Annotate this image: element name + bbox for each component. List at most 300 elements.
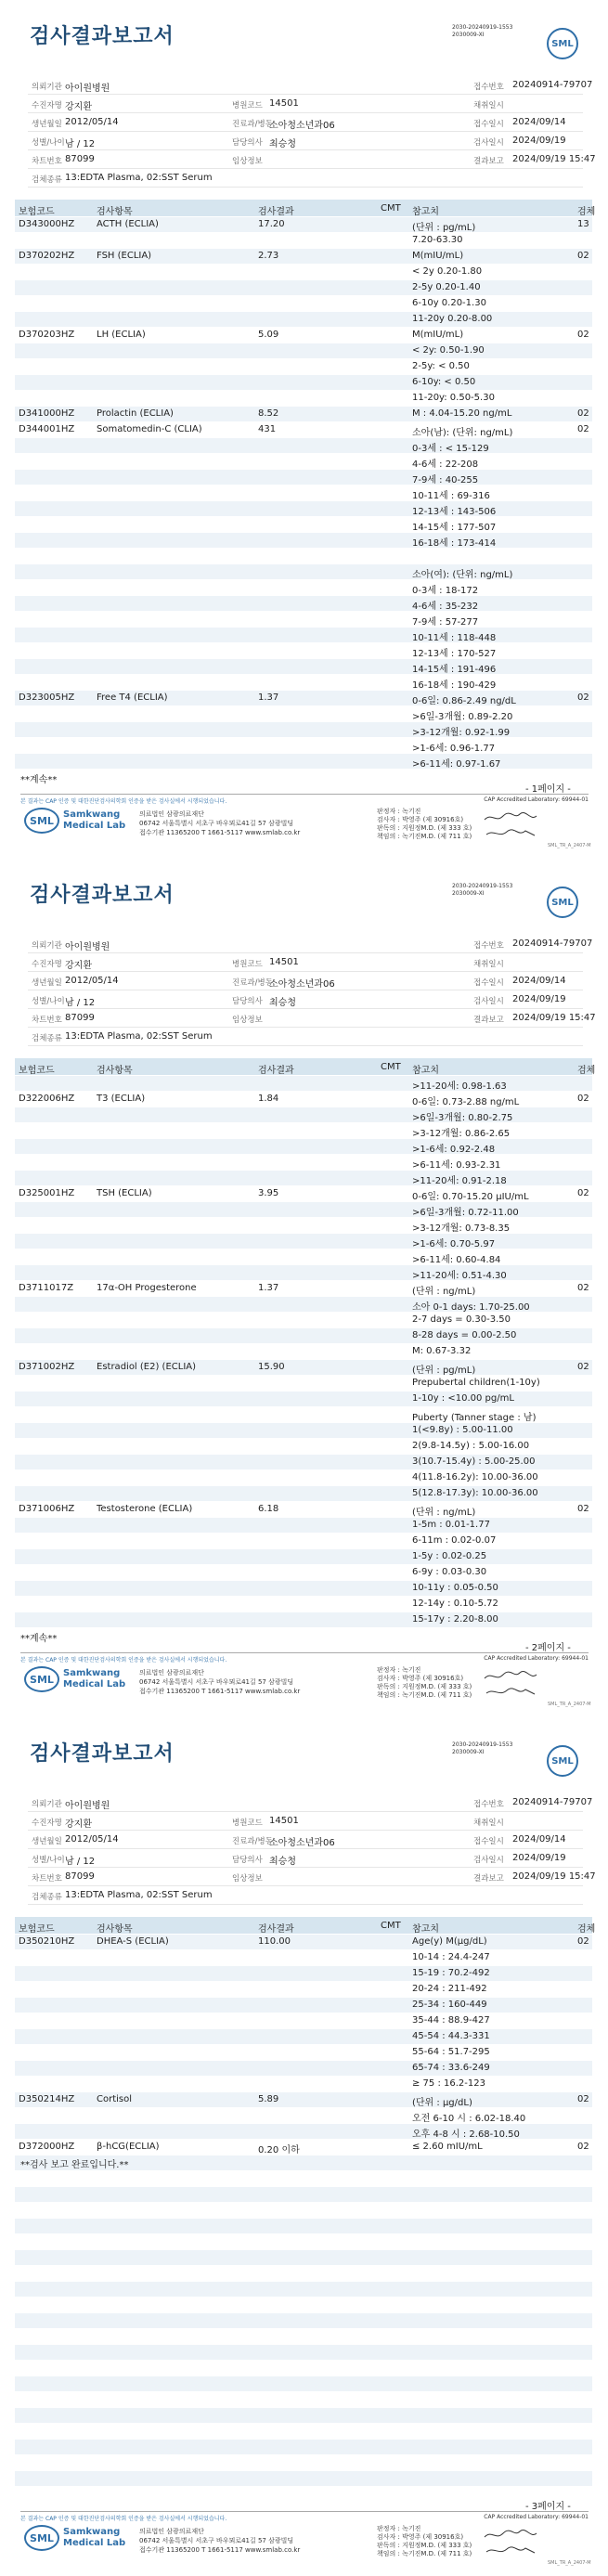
table-row [15, 312, 592, 328]
reference-range: >6일-3개월: 0.80-2.75 [412, 1113, 513, 1123]
label-result-date: 결과보고 [473, 1874, 504, 1883]
staff-line: 판독의 : 지원정M.D. (제 333 호) [377, 824, 472, 832]
reference-range: M(mIU/mL) [412, 330, 464, 340]
reference-range: 16-18세 : 190-429 [412, 680, 497, 691]
table-row [15, 706, 592, 722]
label-request-date: 채취일시 [473, 1819, 504, 1828]
insurance-code: D370202HZ [19, 251, 75, 261]
label-test-date: 검사일시 [473, 997, 504, 1006]
reference-range: M : 4.04-15.20 ng/mL [412, 408, 512, 419]
reference-range: (단위 : ng/mL) [412, 1508, 476, 1518]
table-row [15, 280, 592, 296]
company-name-line: Medical Lab [63, 1679, 126, 1689]
col-code: 보험코드 [19, 207, 55, 217]
staff-list [377, 808, 472, 841]
barcode-line: 2030009-XI [452, 890, 485, 897]
table-row [15, 438, 592, 454]
company-name-line: Samkwang [63, 1668, 121, 1678]
barcode-line: 2030-20240919-1553 [452, 883, 513, 889]
table-row [15, 1998, 592, 2013]
table-row [15, 1076, 592, 1092]
results-table [15, 217, 592, 770]
company-name [63, 1668, 125, 1690]
col-specimen: 검체 [577, 1066, 596, 1076]
label-specimen: 검체종류 [32, 175, 62, 185]
col-result: 검사결과 [258, 1924, 294, 1935]
label-result-date: 결과보고 [473, 1016, 504, 1025]
test-result: 1.37 [258, 693, 279, 703]
reference-range: 2-5y 0.20-1.40 [412, 282, 481, 292]
col-name: 검사항목 [97, 1924, 133, 1935]
insurance-code: D341000HZ [19, 408, 75, 419]
label-receipt: 접수번호 [473, 1800, 504, 1809]
table-row [15, 612, 592, 628]
table-row [15, 454, 592, 470]
reference-range: 7.20-63.30 [412, 235, 463, 245]
label-hospcode: 병원코드 [232, 1819, 263, 1828]
table-row [15, 2266, 592, 2282]
label-doctor: 담당의사 [232, 1856, 263, 1865]
table-row [15, 2313, 592, 2329]
sml-logo: SML [547, 28, 578, 59]
table-row [15, 2187, 592, 2203]
test-result: 6.18 [258, 1504, 279, 1514]
table-row [15, 328, 592, 343]
label-test-date: 검사일시 [473, 1856, 504, 1865]
reference-range: 0-3세 : < 15-129 [412, 444, 489, 454]
receipt-value: 20240914-79707 [512, 938, 593, 949]
name-value: 강지환 [65, 1819, 92, 1830]
page-number: - 2페이지 - [525, 1643, 571, 1653]
insurance-code: D372000HZ [19, 2142, 75, 2152]
label-org: 의뢰기관 [32, 1800, 62, 1809]
reference-range: 1-10y : <10.00 pg/mL [412, 1393, 514, 1404]
result-date-value: 2024/09/19 15:47 [512, 154, 596, 164]
table-row [15, 265, 592, 280]
result-date-value: 2024/09/19 15:47 [512, 1871, 596, 1882]
sexage-value: 남 / 12 [65, 139, 96, 149]
table-row [15, 1423, 592, 1439]
page-number: - 3페이지 - [525, 2502, 571, 2512]
test-result: 110.00 [258, 1936, 291, 1947]
doctor-value: 최승청 [269, 998, 296, 1008]
test-date-value: 2024/09/19 [512, 994, 566, 1004]
reference-range: ≤ 2.60 mIU/mL [412, 2142, 483, 2152]
staff-list [377, 2525, 472, 2558]
table-row [15, 1139, 592, 1155]
reference-range: 55-64 : 51.7-295 [412, 2047, 490, 2057]
reference-range: 오전 6-10 시 : 6.02-18.40 [412, 2114, 526, 2124]
specimen-code: 02 [577, 251, 589, 261]
chart-value: 87099 [65, 1013, 95, 1023]
insurance-code: D322006HZ [19, 1094, 75, 1104]
table-row [15, 1935, 592, 1950]
receive-date-value: 2024/09/14 [512, 976, 566, 986]
barcode-line: 2030009-XI [452, 32, 485, 38]
staff-line: 검사자 : 박영주 (제 30916호) [377, 2533, 464, 2541]
barcode-line: 2030-20240919-1553 [452, 24, 513, 31]
page-number: - 1페이지 - [525, 784, 571, 795]
company-address [139, 2527, 300, 2555]
col-specimen: 검체 [577, 207, 596, 217]
reference-range: (단위 : pg/mL) [412, 1366, 476, 1376]
test-date-value: 2024/09/19 [512, 136, 566, 146]
table-row [15, 391, 592, 407]
test-result: 5.09 [258, 330, 279, 340]
col-cmt: CMT [381, 1921, 401, 1931]
table-row [15, 233, 592, 249]
table-row [15, 596, 592, 612]
result-date-value: 2024/09/19 15:47 [512, 1013, 596, 1023]
test-name: TSH (ECLIA) [97, 1188, 152, 1198]
specimen-code: 02 [577, 1504, 589, 1514]
specimen-code: 02 [577, 2142, 589, 2152]
reference-range: 0-3세 : 18-172 [412, 586, 479, 596]
reference-range: 10-14 : 24.4-247 [412, 1952, 490, 1962]
test-name: ACTH (ECLIA) [97, 219, 159, 229]
barcode-line: 2030-20240919-1553 [452, 1741, 513, 1748]
label-org: 의뢰기관 [32, 83, 62, 92]
dob-value: 2012/05/14 [65, 117, 119, 127]
insurance-code: D350214HZ [19, 2094, 75, 2104]
signature-icon [483, 809, 538, 822]
company-name-line: Samkwang [63, 2527, 121, 2537]
report-title: 검사결과보고서 [30, 884, 175, 907]
barcode-line: 2030009-XI [452, 1749, 485, 1755]
footer-sml-logo: SML [24, 1666, 59, 1692]
company-name-line: Medical Lab [63, 821, 126, 831]
address-line: 06742 서울특별시 서초구 바우뫼로41길 57 삼광빌딩 [139, 2537, 294, 2544]
reference-range: 14-15세 : 191-496 [412, 665, 497, 675]
table-row [15, 296, 592, 312]
reference-range: >11-20세: 0.98-1.63 [412, 1081, 507, 1092]
label-receipt: 접수번호 [473, 83, 504, 92]
table-row [15, 659, 592, 675]
reference-range: 15-19 : 70.2-492 [412, 1968, 490, 1978]
table-row [15, 2250, 592, 2266]
table-row [15, 1249, 592, 1265]
table-row [15, 1612, 592, 1628]
hospcode-value: 14501 [269, 1816, 299, 1826]
patient-info-row [28, 132, 583, 150]
footer-sml-logo: SML [24, 2525, 59, 2551]
chart-value: 87099 [65, 154, 95, 164]
table-row [15, 1123, 592, 1139]
table-row [15, 691, 592, 706]
dept-value: 소아청소년과06 [269, 979, 335, 990]
test-name: LH (ECLIA) [97, 330, 146, 340]
reference-range: 6-11m : 0.02-0.07 [412, 1535, 497, 1546]
table-row [15, 1360, 592, 1376]
table-row [15, 738, 592, 754]
test-name: DHEA-S (ECLIA) [97, 1936, 169, 1947]
patient-info-row [28, 1849, 583, 1868]
specimen-code: 02 [577, 408, 589, 419]
test-result: 1.84 [258, 1094, 279, 1104]
patient-info-row [28, 1886, 583, 1905]
reference-range: >11-20세: 0.51-4.30 [412, 1271, 507, 1281]
reference-range: 2-5y: < 0.50 [412, 361, 470, 371]
reference-range: >6일-3개월: 0.72-11.00 [412, 1208, 519, 1218]
test-result: 3.95 [258, 1188, 279, 1198]
test-name: β-hCG(ECLIA) [97, 2142, 160, 2152]
disclaimer-text: 본 결과는 CAP 인증 및 대한진단검사의학회 인증을 받은 검사실에서 시행되었습니다. [20, 798, 227, 805]
staff-line: 판독의 : 지원정M.D. (제 333 호) [377, 2542, 472, 2549]
reference-range: M(mIU/mL) [412, 251, 464, 261]
test-result: 17.20 [258, 219, 285, 229]
table-row [15, 407, 592, 422]
label-chart: 차트번호 [32, 1016, 62, 1025]
footer-disclaimer [20, 794, 589, 805]
patient-info-row [28, 935, 593, 953]
patient-info-row [28, 1868, 596, 1886]
label-specimen: 검체종류 [32, 1034, 62, 1043]
table-row [15, 501, 592, 517]
table-row [15, 1107, 592, 1123]
reference-range: 10-11세 : 69-316 [412, 491, 490, 501]
org-value: 아이원병원 [65, 84, 110, 94]
reference-range: 소아(여): (단위: ng/mL) [412, 570, 513, 580]
reference-range: 6-9y : 0.03-0.30 [412, 1567, 487, 1577]
results-table-header [15, 200, 596, 217]
table-row [15, 2092, 592, 2108]
staff-line: 검사자 : 박영주 (제 30916호) [377, 1675, 464, 1682]
col-ref: 참고치 [412, 1924, 439, 1935]
table-row [15, 1186, 592, 1202]
patient-info-row [28, 1831, 583, 1849]
patient-info [28, 935, 596, 1046]
document-id: SML_TR_A_2407-M [548, 2560, 591, 2566]
specimen-code: 13 [577, 219, 589, 229]
org-value: 아이원병원 [65, 942, 110, 952]
reference-range: >6-11세: 0.97-1.67 [412, 759, 501, 770]
label-chart: 차트번호 [32, 1874, 62, 1883]
insurance-code: D3711017Z [19, 1283, 74, 1293]
cap-accreditation: CAP Accredited Laboratory: 69944-01 [484, 2514, 589, 2520]
test-name: FSH (ECLIA) [97, 251, 152, 261]
table-row [15, 1486, 592, 1502]
label-request-date: 채취일시 [473, 101, 504, 110]
col-cmt: CMT [381, 203, 401, 214]
label-doctor: 담당의사 [232, 997, 263, 1006]
test-result: 8.52 [258, 408, 279, 419]
test-result: 1.37 [258, 1283, 279, 1293]
staff-line: 검사자 : 박영주 (제 30916호) [377, 816, 464, 823]
table-row [15, 1281, 592, 1297]
reference-range: 0-6일: 0.86-2.49 ng/dL [412, 696, 516, 706]
test-name: Cortisol [97, 2094, 133, 2104]
patient-info-row [28, 150, 596, 169]
reference-range: 35-44 : 88.9-427 [412, 2015, 490, 2026]
staff-line: 판정자 : 녹기진 [377, 2525, 421, 2532]
table-row [15, 2282, 592, 2298]
insurance-code: D323005HZ [19, 693, 75, 703]
table-row [15, 1549, 592, 1565]
table-row [15, 2029, 592, 2045]
patient-info-row [28, 1812, 583, 1831]
label-request-date: 채취일시 [473, 960, 504, 969]
table-row [15, 1950, 592, 1966]
signature-icon [483, 2544, 538, 2557]
reference-range: >11-20세: 0.91-2.18 [412, 1176, 507, 1186]
org-value: 아이원병원 [65, 1801, 110, 1811]
signature-icon [483, 1668, 538, 1681]
insurance-code: D350210HZ [19, 1936, 75, 1947]
label-receipt: 접수번호 [473, 941, 504, 951]
specimen-value: 13:EDTA Plasma, 02:SST Serum [65, 1031, 213, 1042]
table-row [15, 1565, 592, 1581]
company-name-line: Medical Lab [63, 2538, 126, 2548]
label-dob: 생년월일 [32, 1837, 62, 1846]
reference-range: 0-6일: 0.70-15.20 μIU/mL [412, 1192, 529, 1202]
staff-line: 판정자 : 녹기진 [377, 1666, 421, 1674]
staff-line: 책임의 : 녹기진M.D. (제 711 호) [377, 833, 472, 840]
specimen-code: 02 [577, 1094, 589, 1104]
dob-value: 2012/05/14 [65, 976, 119, 986]
test-result: 431 [258, 424, 277, 434]
reference-range: 15-17y : 2.20-8.00 [412, 1614, 498, 1625]
reference-range: 8-28 days = 0.00-2.50 [412, 1330, 517, 1340]
dept-value: 소아청소년과06 [269, 121, 335, 131]
reference-range: M: 0.67-3.32 [412, 1346, 472, 1356]
reference-range: < 2y: 0.50-1.90 [412, 345, 485, 356]
table-row [15, 2045, 592, 2061]
doctor-value: 최승청 [269, 139, 296, 149]
table-row [15, 1966, 592, 1982]
reference-range: >6-11세: 0.60-4.84 [412, 1255, 501, 1265]
table-row [15, 675, 592, 691]
label-dept: 진료과/병동 [232, 120, 273, 129]
reference-range: 0-6일: 0.73-2.88 ng/mL [412, 1097, 520, 1107]
staff-list [377, 1666, 472, 1700]
label-name: 수진자명 [32, 1819, 62, 1828]
reference-range: 25-34 : 160-449 [412, 2000, 487, 2010]
reference-range: >3-12개월: 0.73-8.35 [412, 1223, 511, 1234]
table-row [15, 2219, 592, 2234]
reference-range: >1-6세: 0.92-2.48 [412, 1145, 496, 1155]
table-row [15, 2140, 592, 2155]
col-result: 검사결과 [258, 1066, 294, 1076]
footer-disclaimer [20, 1652, 589, 1663]
disclaimer-text: 본 결과는 CAP 인증 및 대한진단검사의학회 인증을 받은 검사실에서 시행되었습니다. [20, 2516, 227, 2522]
report-note: **검사 보고 완료입니다.** [20, 2160, 129, 2170]
reference-range: 12-13세 : 170-527 [412, 649, 497, 659]
table-row [15, 517, 592, 533]
patient-info [28, 76, 596, 188]
table-row [15, 1518, 592, 1534]
col-cmt: CMT [381, 1062, 401, 1072]
test-result: 15.90 [258, 1362, 285, 1372]
label-sexage: 성별/나이 [32, 1856, 65, 1865]
document-id: SML_TR_A_2407-M [548, 843, 591, 848]
table-row [15, 1376, 592, 1392]
company-address [139, 1668, 300, 1696]
specimen-value: 13:EDTA Plasma, 02:SST Serum [65, 1890, 213, 1900]
table-row [15, 643, 592, 659]
insurance-code: D343000HZ [19, 219, 75, 229]
reference-range: >3-12개월: 0.92-1.99 [412, 728, 511, 738]
company-name [63, 809, 125, 832]
table-row [15, 628, 592, 643]
specimen-code: 02 [577, 1362, 589, 1372]
table-row [15, 1392, 592, 1407]
staff-line: 책임의 : 녹기진M.D. (제 711 호) [377, 2550, 472, 2557]
sexage-value: 남 / 12 [65, 1857, 96, 1867]
table-row [15, 1407, 592, 1423]
table-row [15, 1597, 592, 1612]
barcode-text [452, 1741, 512, 1756]
patient-info-row [28, 1793, 593, 1812]
hospcode-value: 14501 [269, 957, 299, 967]
table-row [15, 549, 592, 564]
test-name: Estradiol (E2) (ECLIA) [97, 1362, 197, 1372]
label-clinical: 임상정보 [232, 1016, 263, 1025]
reference-range: 1(<9.8y) : 5.00-11.00 [412, 1425, 513, 1435]
label-dob: 생년월일 [32, 120, 62, 129]
reference-range: 2(9.8-14.5y) : 5.00-16.00 [412, 1441, 530, 1451]
report-page [0, 1717, 608, 2576]
report-note: **계속** [20, 1634, 58, 1644]
test-name: Somatomedin-C (CLIA) [97, 424, 202, 434]
reference-range: >6일-3개월: 0.89-2.20 [412, 712, 513, 722]
hospcode-value: 14501 [269, 98, 299, 109]
table-row [15, 2376, 592, 2392]
staff-line: 판정자 : 녹기진 [377, 808, 421, 815]
reference-range: 12-14y : 0.10-5.72 [412, 1599, 498, 1609]
receive-date-value: 2024/09/14 [512, 117, 566, 127]
reference-range: 20-24 : 211-492 [412, 1984, 487, 1994]
specimen-code: 02 [577, 424, 589, 434]
label-dob: 생년월일 [32, 978, 62, 988]
insurance-code: D370203HZ [19, 330, 75, 340]
staff-line: 책임의 : 녹기진M.D. (제 711 호) [377, 1691, 472, 1699]
reference-range: 3(10.7-15.4y) : 5.00-25.00 [412, 1456, 536, 1467]
reference-range: 10-11y : 0.05-0.50 [412, 1583, 498, 1593]
signature-icon [483, 1685, 538, 1698]
table-row [15, 1313, 592, 1328]
results-table-header [15, 1058, 596, 1076]
table-row [15, 249, 592, 265]
table-row [15, 2298, 592, 2313]
report-title: 검사결과보고서 [30, 25, 175, 48]
reference-range: 4(11.8-16.2y): 10.00-36.00 [412, 1472, 538, 1482]
reference-range: 6-10y: < 0.50 [412, 377, 476, 387]
barcode-text [452, 24, 512, 39]
table-row [15, 1202, 592, 1218]
chart-value: 87099 [65, 1871, 95, 1882]
insurance-code: D371002HZ [19, 1362, 75, 1372]
cap-accreditation: CAP Accredited Laboratory: 69944-01 [484, 1655, 589, 1662]
label-doctor: 담당의사 [232, 138, 263, 148]
table-row [15, 343, 592, 359]
dept-value: 소아청소년과06 [269, 1838, 335, 1848]
label-hospcode: 병원코드 [232, 960, 263, 969]
label-sexage: 성별/나이 [32, 138, 65, 148]
table-row [15, 2061, 592, 2077]
reference-range: (단위 : ng/mL) [412, 1287, 476, 1297]
reference-range: 소아(남): (단위: ng/mL) [412, 428, 513, 438]
insurance-code: D344001HZ [19, 424, 75, 434]
table-row [15, 1470, 592, 1486]
specimen-code: 02 [577, 693, 589, 703]
reference-range: >6-11세: 0.93-2.31 [412, 1160, 501, 1171]
table-row [15, 2077, 592, 2092]
reference-range: 소아 0-1 days: 1.70-25.00 [412, 1302, 530, 1313]
table-row [15, 1234, 592, 1249]
address-line: 의료법인 삼광의료재단 [139, 810, 204, 818]
patient-info [28, 1793, 596, 1905]
address-line: 의료법인 삼광의료재단 [139, 1669, 204, 1676]
